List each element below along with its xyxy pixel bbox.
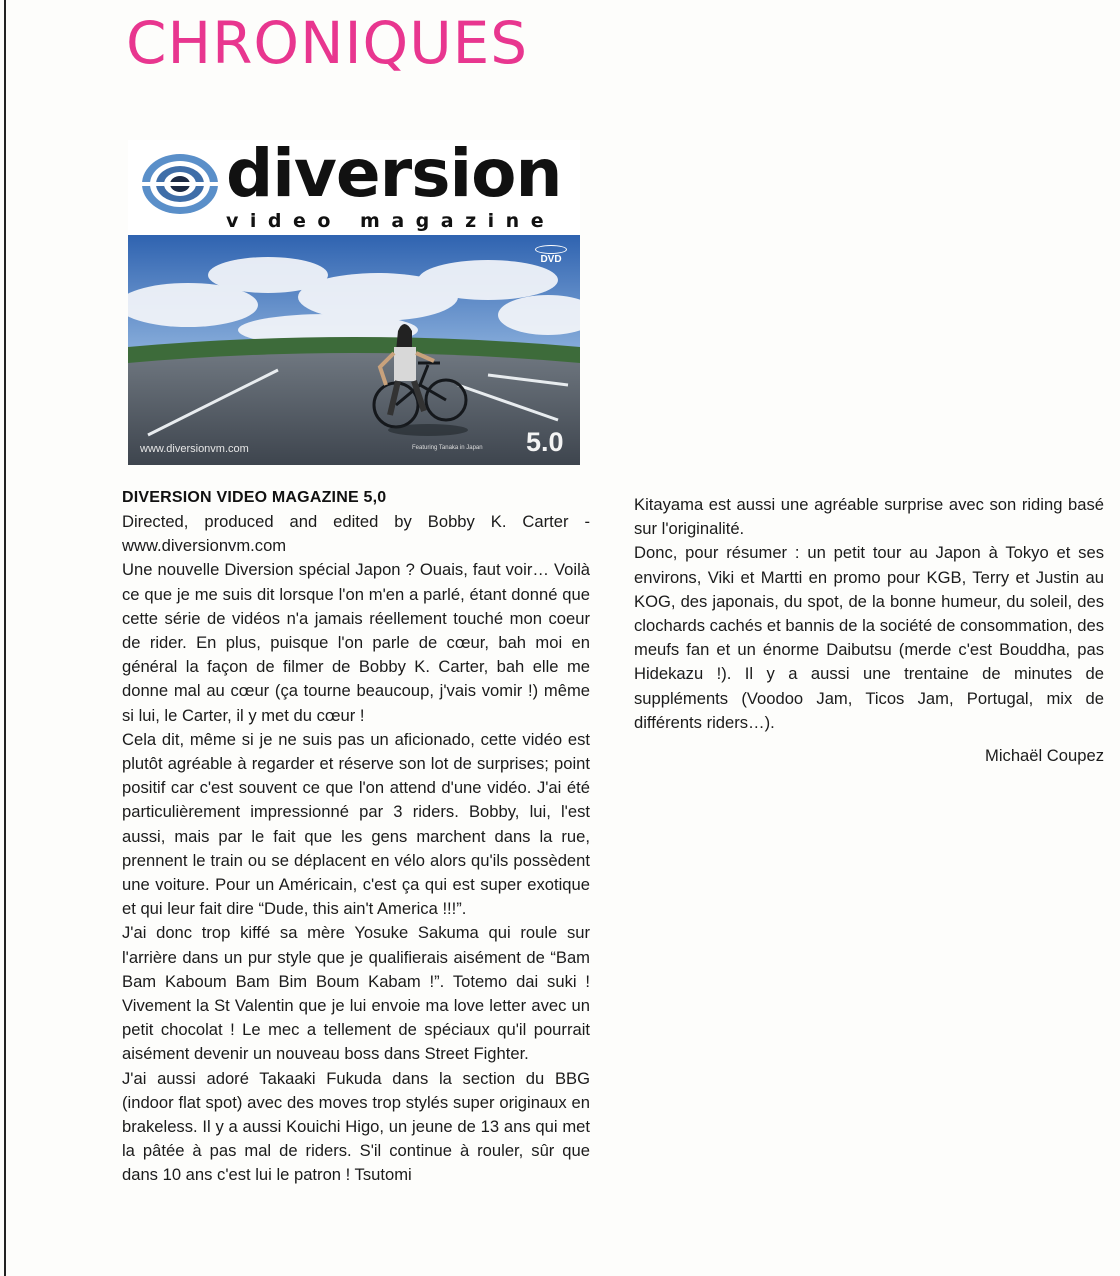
review-paragraph: J'ai aussi adoré Takaaki Fukuda dans la section du BBG (indoor flat spot) avec des moves trop stylés super originaux en brakeless. Il y a aussi Kouichi Higo, un jeune de 13 ans qui met la pâtée à pas mal de riders. S'il continue à rouler, sûr que dans 10 ans c'est lui le patron ! Tsutomi xyxy=(122,1068,590,1185)
review-paragraph: Donc, pour résumer : un petit tour au Japon à Tokyo et ses environs, Viki et Martti en promo pour KGB, Terry et Justin au KOG, des japonais, du spot, de la bonne humeur, du soleil, des clochards cachés et bannis de la société de consommation, des meufs fan et un énorme Daibutsu (merde c'est Bouddha, pas Hidekazu !). Il y a aussi une trentaine de minutes de suppléments (Voodoo Jam, Ticos Jam, Portugal, mix de différents riders…). xyxy=(634,543,1104,732)
review-title: DIVERSION VIDEO MAGAZINE 5,0 xyxy=(122,489,387,506)
concentric-disc-logo-icon xyxy=(140,152,220,216)
review-paragraph: J'ai donc trop kiffé sa mère Yosuke Sakuma qui roule sur l'arrière dans un pur style que je qualifierais aisément de “Bam Bam Kaboum Bam Bim Boum Kabam !”. Totemo dai suki ! Vivement la St Valentin que je lui envoie ma love letter avec un petit chocolat ! Le mec a tellement de spéciaux qu'il pourrait aisément devenir un nouveau boss dans Street Fighter. xyxy=(122,923,590,1064)
review-author: Michaël Coupez xyxy=(985,746,1104,766)
review-paragraph: Une nouvelle Diversion spécial Japon ? Ouais, faut voir… Voilà ce que je me suis dit lorsque l'on m'en a parlé, étant donné que cette série de vidéos n'a jamais réellement touché mon coeur de rider. En plus, puisque l'on parle de cœur, bah moi en général la façon de filmer de Bobby K. Carter, bah elle me donne mal au cœur (ça tourne beaucoup, j'vais vomir !) même si lui, le Carter, il y met du cœur ! xyxy=(122,560,590,725)
dvd-cover xyxy=(128,140,580,465)
cover-header xyxy=(128,140,580,235)
dvd-badge xyxy=(532,245,570,267)
cover-url: www.diversionvm.com xyxy=(140,443,249,455)
bmx-rider-on-empty-road-under-cloudy-sky-image xyxy=(128,235,580,465)
cover-logo-word: diversion xyxy=(226,140,562,212)
cover-logo-subtitle: video magazine xyxy=(226,210,556,232)
review-column-left xyxy=(122,486,590,1188)
review-credits-url: www.diversionvm.com xyxy=(122,536,287,556)
dvd-badge-label: DVD xyxy=(540,254,562,265)
dvd-disc-icon xyxy=(535,245,567,254)
cover-small-note: Featuring Tanaka in Japan xyxy=(412,445,483,451)
review-column-right xyxy=(634,493,1104,768)
review-paragraph: Cela dit, même si je ne suis pas un aficionado, cette vidéo est plutôt agréable à regarder et réserve son lot de surprises; point positif car c'est souvent ce que l'on attend d'une vidéo. J'ai été particulièrement impressionné par 3 riders. Bobby, lui, l'est aussi, mais par le fait que les gens marchent dans la rue, prennent le train ou se déplacent en vélo alors qu'ils possèdent une voiture. Pour un Américain, c'est ça qui est super exotique et qui leur fait dire “Dude, this ain't America !!!”. xyxy=(122,729,590,919)
page-edge-rule xyxy=(4,0,6,1276)
cover-issue-number: 5.0 xyxy=(526,427,564,457)
review-paragraph: Kitayama est aussi une agréable surprise avec son riding basé sur l'originalité. xyxy=(634,495,1104,539)
section-title: CHRONIQUES xyxy=(126,9,529,77)
review-credits: Directed, produced and edited by Bobby K. Carter - xyxy=(122,512,590,531)
